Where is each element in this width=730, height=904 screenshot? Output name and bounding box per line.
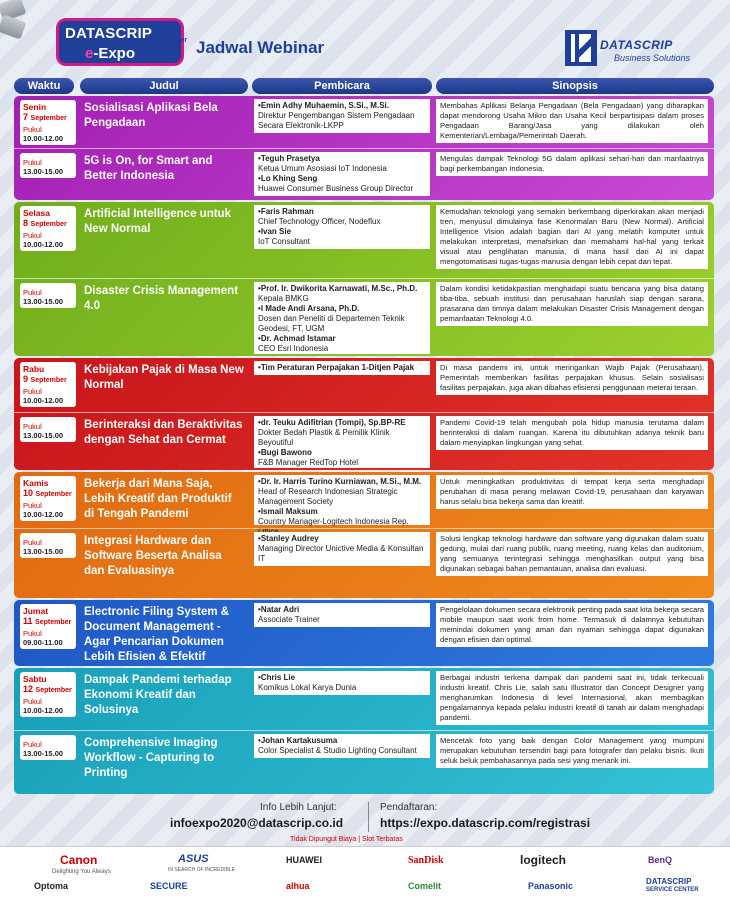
bullet-icon: • (258, 448, 261, 457)
speaker-role: Color Specialist & Studio Lighting Consultant (258, 746, 417, 755)
info-label: Info Lebih Lanjut: (260, 802, 337, 813)
session-speakers (254, 671, 430, 695)
session-time (20, 100, 76, 145)
session-speakers (254, 361, 430, 375)
column-header-judul: Judul (80, 78, 248, 94)
session-title: Electronic Filing System & Document Management - Agar Pencarian Dokumen Lebih Efisien & Efektif (84, 606, 230, 663)
sponsor-huawei: HUAWEI (286, 855, 322, 865)
speaker-name: Bugi Bawono (260, 448, 312, 457)
session-time-range: 09.00-11.00 (23, 638, 63, 647)
speaker-name: Emin Adhy Muhaemin, S.Si., M.Si. (260, 101, 389, 110)
speaker-name: Teguh Prasetya (260, 154, 320, 163)
session-title: Kebijakan Pajak di Masa New Normal (84, 364, 244, 391)
session-pukul-label: Pukul (23, 697, 42, 706)
session-row (14, 668, 714, 730)
session-time-range: 10.00-12.00 (23, 510, 64, 519)
speaker-name: Ismail Maksum (260, 507, 318, 516)
sponsor-bar (0, 846, 730, 904)
session-title: Berinteraksi dan Beraktivitas dengan Sehat dan Cermat (84, 419, 243, 446)
speaker-name: Johan Kartakusuma (260, 736, 338, 745)
speaker-role: IoT Consultant (258, 237, 310, 246)
session-time-range: 13.00-15.00 (23, 749, 64, 758)
session-title: Integrasi Hardware dan Software Beserta Analisa dan Evaluasinya (84, 535, 222, 577)
session-row (14, 278, 714, 356)
session-day: Senin (23, 102, 47, 112)
session-title: Comprehensive Imaging Workflow - Capturing to Printing (84, 737, 218, 779)
bullet-icon: • (258, 418, 261, 427)
session-date: 8 September (23, 218, 67, 228)
sponsor-benq: BenQ (648, 855, 673, 865)
registration-url[interactable]: https://expo.datascrip.com/registrasi (380, 816, 591, 830)
bullet-icon: • (258, 507, 261, 516)
bullet-icon: • (258, 101, 261, 110)
speaker-name: dr. Teuku Adifitrian (Tompi), Sp.BP-RE (260, 418, 406, 427)
speaker-name: Stanley Audrey (260, 534, 319, 543)
session-speakers (254, 475, 430, 525)
session-synopsis: Pengelolaan dokumen secara elektronik penting pada saat kita bekerja secara mobile maupun saat work from home. Termasuk di dalamnya kebutuhan memindai dokumen yang aman dan nyaman sehingga dapat digunakan dengan efisien dan optimal. (436, 603, 708, 647)
session-time-range: 10.00-12.00 (23, 240, 64, 249)
session-title: 5G is On, for Smart and Better Indonesia (84, 155, 213, 182)
speaker-name: Ivan Sie (260, 227, 292, 236)
speaker-role: Country Manager-Logitech Indonesia Rep. (258, 517, 409, 526)
session-day: Sabtu (23, 674, 47, 684)
sponsor-panasonic: Panasonic (528, 881, 574, 891)
session-date: 11 September (23, 616, 72, 626)
session-title: Disaster Crisis Management 4.0 (84, 285, 239, 312)
bullet-icon: • (258, 534, 261, 543)
session-pukul-label: Pukul (23, 538, 42, 547)
session-speakers (254, 152, 430, 196)
column-header-pembicara: Pembicara (252, 78, 432, 94)
speaker-role: Kepala BMKG (258, 294, 309, 303)
session-day: Rabu (23, 364, 45, 374)
session-pukul-label: Pukul (23, 288, 42, 297)
speaker-role: F&B Manager RedTop Hotel (258, 458, 359, 467)
footer-note: Tidak Dipungut Biaya | Slot Terbatas (290, 836, 403, 843)
sponsor-asus: ASUS (178, 853, 209, 865)
bullet-icon: • (258, 207, 261, 216)
event-dates: 7-12 September 2020 (150, 26, 188, 56)
speaker-role: Head of Research Indonesian Strategic Management Society (258, 487, 398, 506)
bullet-icon: • (258, 363, 261, 372)
session-time (20, 362, 76, 407)
column-header-waktu: Waktu (14, 78, 74, 94)
session-pukul-label: Pukul (23, 231, 42, 240)
session-pukul-label: Pukul (23, 629, 42, 638)
session-synopsis: Solusi lengkap teknologi hardware dan software yang digunakan dalam suatu gedung, mulai dari ruang publik, ruang meeting, ruang kelas dan auditorium, yang semuanya terintegrasi sehingga menghasilkan output yang bisa digunakan sebagai bahan pemantauan, analisa dan evaluasi. (436, 532, 708, 576)
session-pukul-label: Pukul (23, 125, 42, 134)
session-time-range: 10.00-12.00 (23, 396, 64, 405)
speaker-name: Lo Khing Seng (260, 174, 318, 183)
session-speakers (254, 99, 430, 133)
session-speakers (254, 734, 430, 758)
sponsor-dahua: alhua (286, 881, 310, 891)
session-synopsis: Berbagai industri terkena dampak dari pandemi saat ini, tidak terkecuali industri kreatif. Chris Lie, salah satu Illustrator dan Concept Designer yang mengharumkan Indonesia di level Internasional, akan membagikan pengalamannya kepada pelaku industri kreatif di tanah air dalam menghadapi pandemi. (436, 671, 708, 725)
speaker-role: Managing Director Unictive Media & Konsultan IT (258, 544, 424, 563)
session-time (20, 476, 76, 521)
speaker-role: Chief Technology Officer, Nodeflux (258, 217, 381, 226)
sponsor-canon: Canon (60, 853, 98, 867)
day-band (14, 202, 714, 356)
session-time (20, 417, 76, 442)
session-time (20, 206, 76, 251)
session-time (20, 604, 76, 649)
session-speakers (254, 416, 430, 468)
speaker-role: Huawei Consumer Business Group Director (258, 184, 414, 193)
speaker-name: I Made Andi Arsana, Ph.D. (260, 304, 360, 313)
bullet-icon: • (258, 334, 261, 343)
session-time-range: 13.00-15.00 (23, 297, 64, 306)
speaker-name: Dr. Ir. Harris Turino Kurniawan, M.Si., M.M. (260, 477, 422, 486)
sponsor-datascrip: DATASCRIP (646, 877, 692, 886)
speaker-name: Tim Peraturan Perpajakan 1-Ditjen Pajak (260, 363, 415, 372)
sponsor-logitech: logitech (520, 853, 567, 867)
session-synopsis: Dalam kondisi ketidakpastian menghadapi suatu bencana yang bisa datang tiba-tiba, sebuah institusi dan perusahaan haruslah siap dengan sarana, prasarana dan timnya dalam melakukan Disaster Crisis Management dengan pemanfaatan Teknologi 4.0. (436, 282, 708, 326)
speaker-name: Natar Adri (260, 605, 300, 614)
speaker-name: Prof. Ir. Dwikorita Karnawati, M.Sc., Ph.D. (260, 284, 418, 293)
session-time (20, 153, 76, 178)
registration-label: Pendaftaran: (380, 802, 438, 813)
session-synopsis: Kemudahan teknologi yang semakin berkembang diperkirakan akan menjadi tren, menyusul dimulainya fase Kenormalan Baru (New Normal). Artificial Intelligence Vision adalah bagian dari AI yang melatih komputer untuk melakukan interpretasi, menafsirkan dan memahami hal-hal yang terkait visual atau penglihatan manusia, di mana hasil dari AI ini dapat mengotomatisasi tugas-tugas manusia dengan lebih cepat dan tepat. (436, 205, 708, 269)
session-time (20, 735, 76, 760)
bullet-icon: • (258, 736, 261, 745)
sponsor-secure: SECURE (150, 881, 188, 891)
brand-tagline: Business Solutions (614, 53, 691, 63)
bullet-icon: • (258, 284, 261, 293)
day-band (14, 96, 714, 200)
session-row (14, 358, 714, 412)
session-speakers (254, 282, 430, 354)
bullet-icon: • (258, 477, 261, 486)
event-logo-line1: DATASCRIP (65, 25, 153, 42)
session-row (14, 148, 714, 200)
session-synopsis: Mengulas dampak Teknologi 5G dalam aplikasi sehari-hari dan manfaatnya bagi perkembangan Indonesia. (436, 152, 708, 176)
session-synopsis: Membahas Aplikasi Belanja Pengadaan (Bela Pengadaan) yang diharapkan dapat mendorong Usaha Mikro dan Usaha Kecil berpartisipasi dalam proses Pengadaan Barang/Jasa yang dilakukan oleh Kementerian/Lembaga/Pemerintah Daerah. (436, 99, 708, 143)
session-time-range: 10.00-12.00 (23, 706, 64, 715)
session-date: 7 September (23, 112, 67, 122)
bullet-icon: • (258, 174, 261, 183)
session-row (14, 600, 714, 666)
day-band (14, 600, 714, 666)
session-day: Jumat (23, 606, 49, 616)
footer-divider (368, 802, 369, 832)
speaker-role: Direktur Pengembangan Sistem Pengadaan Secara Elektronik-LKPP (258, 111, 415, 130)
day-band (14, 472, 714, 598)
day-band (14, 668, 714, 794)
event-logo-line2: e-Expo (85, 45, 136, 62)
session-day: Kamis (23, 478, 49, 488)
speaker-role: Dosen dan Peneliti di Departemen Teknik Geodesi, FT, UGM (258, 314, 405, 333)
session-day: Selasa (23, 208, 50, 218)
session-synopsis: Pandemi Covid-19 telah mengubah pola hidup manusia terutama dalam berinteraksi di dalam ruangan. Karena itu dibutuhkan adanya teknik baru dalam menyiapkan lingkungan yang sehat. (436, 416, 708, 450)
session-title: Bekerja dari Mana Saja, Lebih Kreatif dan Produktif di Tengah Pandemi (84, 478, 232, 520)
speaker-name: Chris Lie (260, 673, 296, 682)
session-title: Artificial Intelligence untuk New Normal (84, 208, 231, 235)
session-pukul-label: Pukul (23, 422, 42, 431)
session-row (14, 730, 714, 794)
session-speakers (254, 205, 430, 249)
session-time-range: 13.00-15.00 (23, 167, 64, 176)
speaker-role: Associate Trainer (258, 615, 320, 624)
sponsor-service-center: SERVICE CENTER (646, 887, 699, 893)
speaker-role: Ketua Umum Asosiasi IoT Indonesia (258, 164, 387, 173)
session-time (20, 283, 76, 308)
sponsor-sandisk: SanDisk (408, 855, 444, 866)
session-date: 12 September (23, 684, 72, 694)
session-title: Dampak Pandemi terhadap Ekonomi Kreatif dan Solusinya (84, 674, 232, 716)
session-row (14, 472, 714, 528)
session-row (14, 96, 714, 148)
speaker-role: Dokter Bedah Plastik & Pemilik Klinik Beyoutiful (258, 428, 390, 447)
sponsor-optoma: Optoma (34, 881, 69, 891)
datascrip-logo-icon (565, 30, 597, 66)
session-synopsis: Di masa pandemi ini, untuk meringankan Wajib Pajak (Perusahaan), Pemerintah memberikan fasilitas perpajakan khusus. Selain sosialisasi fasilitas perpajakan, juga akan dibahas efisiensi penggunaan meterai teraan. (436, 361, 708, 395)
session-time (20, 533, 76, 558)
session-pukul-label: Pukul (23, 387, 42, 396)
session-time (20, 672, 76, 717)
info-email[interactable]: infoexpo2020@datascrip.co.id (170, 816, 344, 830)
column-header-sinopsis: Sinopsis (436, 78, 714, 94)
session-row (14, 202, 714, 278)
speaker-name: Faris Rahman (260, 207, 314, 216)
session-time-range: 13.00-15.00 (23, 431, 64, 440)
session-date: 10 September (23, 488, 72, 498)
page-title: Jadwal Webinar (196, 38, 325, 57)
bullet-icon: • (258, 673, 261, 682)
session-synopsis: Mencetak foto yang baik dengan Color Management yang mumpuni merupakan kebutuhan tersendiri bagi para fotografer dan pelaku bisnis. Ikuti seluk beluk pembahasannya pada sesi yang menarik ini. (436, 734, 708, 768)
brand-name: DATASCRIP (600, 38, 673, 52)
bullet-icon: • (258, 154, 261, 163)
session-speakers (254, 532, 430, 566)
speaker-role: CEO Esri Indonesia (258, 344, 329, 353)
session-time-range: 13.00-15.00 (23, 547, 64, 556)
sponsor-canon-tagline: Delighting You Always (52, 869, 111, 875)
session-speakers (254, 603, 430, 627)
session-pukul-label: Pukul (23, 158, 42, 167)
sponsor-asus-tagline: IN SEARCH OF INCREDIBLE (168, 867, 235, 873)
sponsor-comelit: Comelit (408, 881, 442, 891)
bullet-icon: • (258, 227, 261, 236)
bullet-icon: • (258, 605, 261, 614)
session-pukul-label: Pukul (23, 501, 42, 510)
session-title: Sosialisasi Aplikasi Bela Pengadaan (84, 102, 218, 129)
day-band (14, 358, 714, 470)
speaker-role: Komikus Lokal Karya Dunia (258, 683, 357, 692)
bullet-icon: • (258, 304, 261, 313)
session-row (14, 412, 714, 470)
session-row (14, 528, 714, 598)
session-pukul-label: Pukul (23, 740, 42, 749)
speaker-name: Dr. Achmad Istamar (260, 334, 336, 343)
session-synopsis: Untuk meningkatkan produktivitas di tempat kerja serta menghadapi perubahan di masa perang melawan Covid-19, perusahaan dan karyawan harus selalu bisa bekerja sama dan kreatif. (436, 475, 708, 509)
session-date: 9 September (23, 374, 67, 384)
session-time-range: 10.00-12.00 (23, 134, 64, 143)
